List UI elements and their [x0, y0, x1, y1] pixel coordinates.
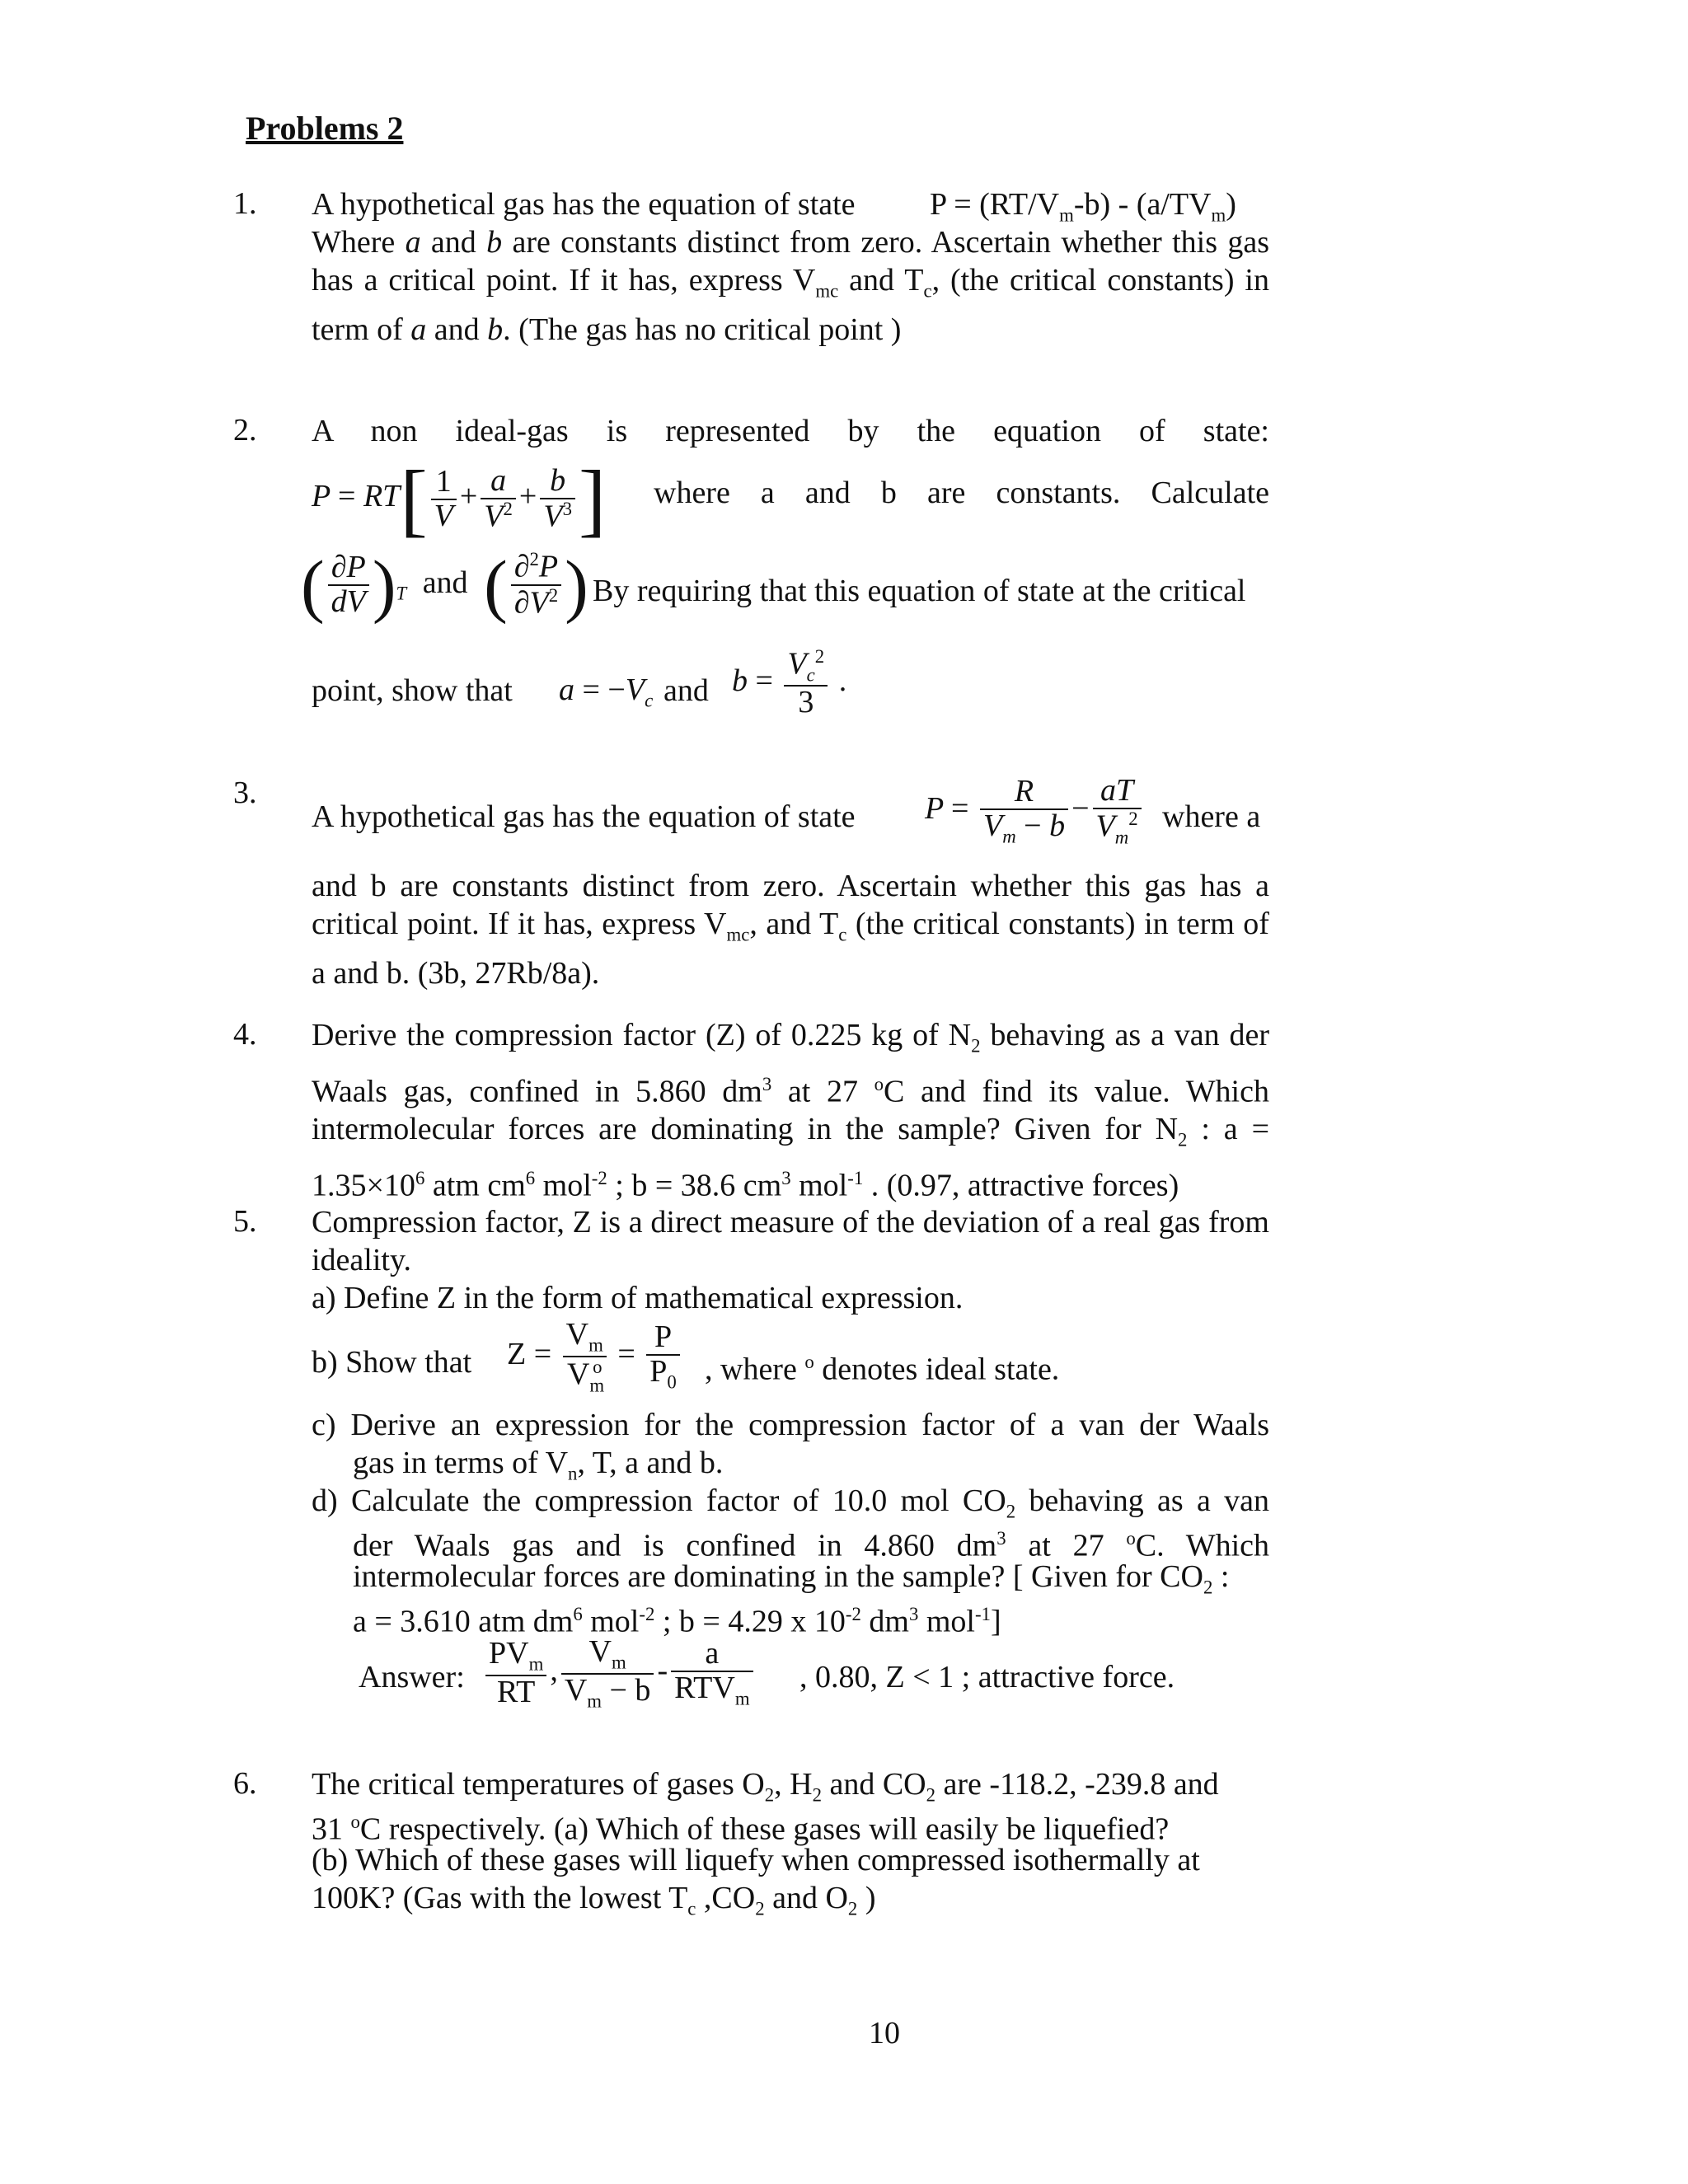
problem-2-and: and — [663, 673, 709, 708]
page-number: 10 — [869, 2016, 900, 2050]
problem-2-where: where a and b are constants. Calculate — [654, 476, 1269, 510]
problem-5-part-c-line1: c) Derive an expression for the compression factor of a van der Waals — [312, 1408, 1269, 1442]
problem-5-part-b-label: b) Show that — [312, 1345, 472, 1380]
problem-5-part-b-where: , where $^o$ denotes ideal state. — [705, 1352, 1060, 1387]
problem-3-number: 3. — [233, 776, 257, 810]
problem-5-part-d-line4: a = 3.610 atm $dm^6$ mol$^{-2}$ ; b = 4.29 x $10^{-2}$ $dm^3$ mol$^{-1}$] — [353, 1604, 1001, 1639]
problem-1-line1: A hypothetical gas has the equation of state — [312, 187, 856, 222]
problem-5-answer-formula: $\frac{PV_m}{RT}$ , $\frac{V_m}{V_m - b}$ - $\frac{a}{RTV_m}$ — [482, 1636, 757, 1711]
problem-1-equation: $P = (RT/V_m-b) - (a/TV_m)$ — [930, 187, 1236, 226]
problem-5-answer-values: , 0.80, Z < 1 ; attractive force. — [799, 1660, 1175, 1694]
problem-6-number: 6. — [233, 1766, 257, 1801]
problem-6-line1: The critical temperatures of gases $O_2$, $H_2$ and $CO_2$ are -118.2, -239.8 and — [312, 1767, 1219, 1806]
problem-1-number: 1. — [233, 186, 257, 221]
problem-5-answer-label: Answer: — [359, 1660, 465, 1694]
problem-2-by-requiring: . By requiring that this equation of state at the critical — [577, 574, 1246, 608]
problem-6-line4: 100K? (Gas with the lowest $T_c$ $,CO_2$ and $O_2$ ) — [312, 1881, 876, 1919]
problem-2-point: point, show that — [312, 673, 513, 708]
problem-2-equation: P = RT[ $\frac{1}{V}$ + $\frac{a}{V^2}$ + $\frac{b}{V^3}$ ] — [312, 453, 607, 545]
page-title: Problems 2 — [246, 110, 404, 147]
problem-5-part-c-line2: gas in terms of $V_n$, T, a and b. — [353, 1446, 724, 1484]
problem-1-text: Where a and b are constants distinct from zero. Ascertain whether this gas has a critical point. If it has, express $V_{mc}$ and $T_c$, (the critical constants) in term of a and b. (The gas has no critical point ) — [312, 225, 1269, 347]
problem-2-a-result: $a = -V_c$ — [559, 673, 654, 711]
problem-5-part-d-line1: d) Calculate the compression factor of 10.0 mol $CO_2$ behaving as a van — [312, 1483, 1269, 1522]
problem-5-part-d-line2: der Waals gas and is confined in 4.860 $dm^3$ at 27 $^o$C. Which — [353, 1528, 1269, 1563]
problem-3-line1: A hypothetical gas has the equation of state — [312, 799, 856, 834]
problem-2-b-result: b = $\frac{V_c^2}{3}$ . — [732, 646, 847, 720]
problem-3-text: and b are constants distinct from zero. Ascertain whether this gas has a critical point. If it has, express $V_{mc}$, and $T_c$ (the critical constants) in term of a and b. (3b, 27Rb/8a). — [312, 869, 1269, 991]
problem-3-where-a: where a — [1162, 799, 1261, 834]
problem-6-line2: 31 $^o$C respectively. (a) Which of these gases will easily be liquefied? — [312, 1811, 1170, 1847]
problem-4-number: 4. — [233, 1017, 257, 1052]
problem-5-part-d-line3: intermolecular forces are dominating in the sample? [ Given for $CO_2$ : — [353, 1559, 1230, 1598]
problem-5-number: 5. — [233, 1204, 257, 1239]
problem-3-equation: P = $\frac{R}{V_m - b}$ − $\frac{aT}{V_m^2}$ — [925, 775, 1145, 847]
problem-2-number: 2. — [233, 413, 257, 448]
problem-4-text: Derive the compression factor (Z) of 0.225 kg of $N_2$ behaving as a van der Waals gas, confined in 5.860 $dm^3$ at 27 $^o$C and find its value. Which intermolecular forces are dominating in the sample? Given for $N_2$ : $a = 1.35\times 10^6$ atm $cm^6$ mol$^{-2}$ ; b = 38.6 $cm^3$ mol$^{-1}$ . (0.97, attractive forces) — [312, 1018, 1269, 1203]
problem-5-z-definition: Z = $\frac{V_m}{V_m^o}$ = $\frac{P}{P_0}$ — [507, 1319, 683, 1395]
problem-5-part-a: a) Define Z in the form of mathematical expression. — [312, 1281, 964, 1315]
problem-2-line1: A non ideal-gas is represented by the equation of state: — [312, 414, 1269, 448]
problem-5-intro: Compression factor, Z is a direct measure of the deviation of a real gas from ideality. — [312, 1205, 1269, 1277]
problem-2-derivatives: ( $\frac{\partial P}{dV}$ )$_T$ and ( $\frac{\partial^2P}{\partial V^2}$ ) — [301, 546, 588, 625]
problem-6-line3: (b) Which of these gases will liquefy when compressed isothermally at — [312, 1843, 1200, 1877]
